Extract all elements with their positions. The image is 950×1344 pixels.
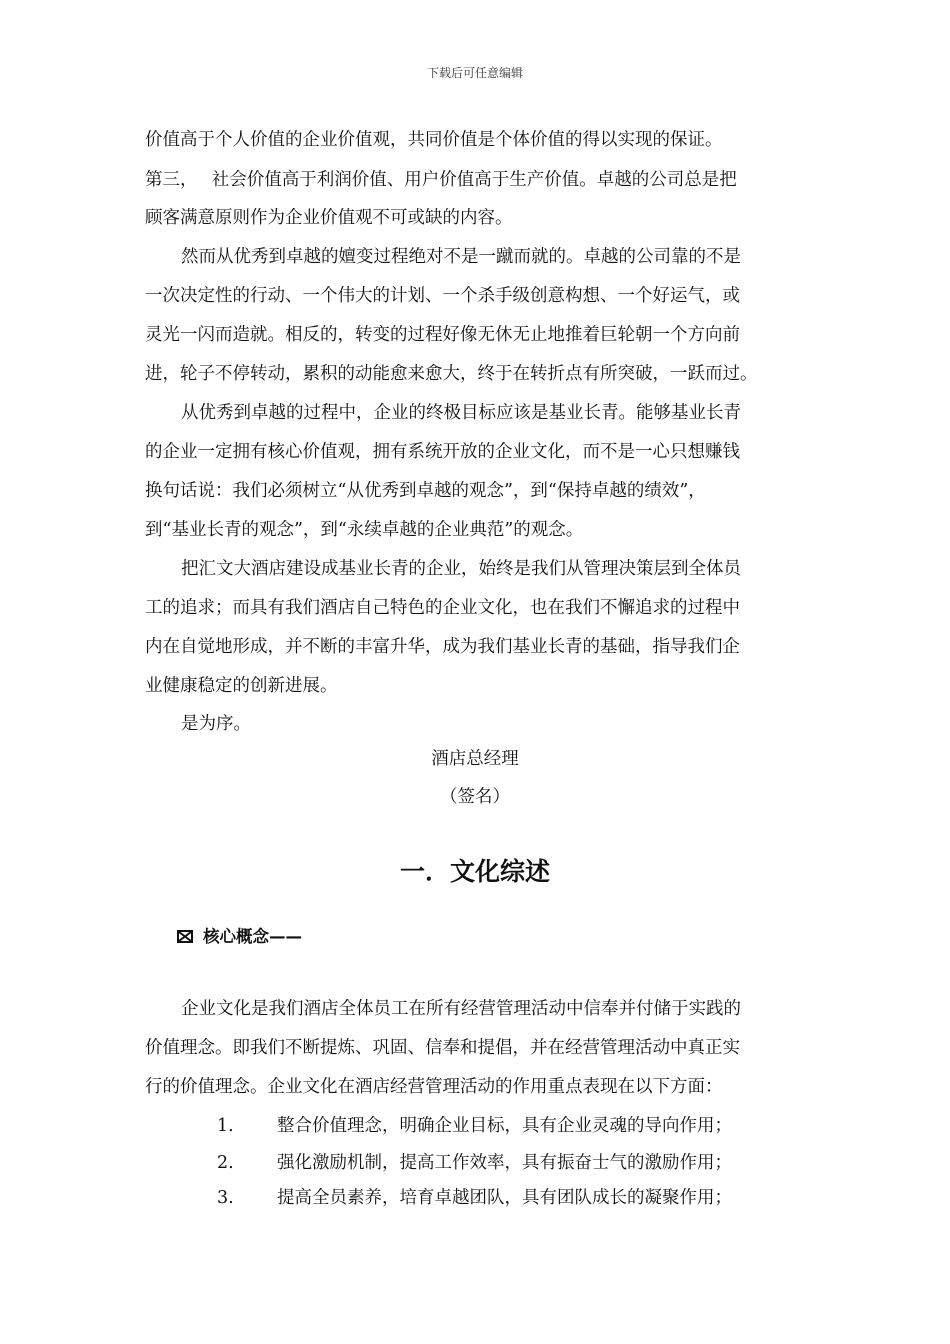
list-number: 3. — [217, 1188, 234, 1208]
paragraph-line: 灵光一闪而造就。相反的，转变的过程好像无休无止地推着巨轮朝一个方向前 — [145, 325, 740, 345]
intro-line: 企业文化是我们酒店全体员工在所有经营管理活动中信奉并付储于实践的 — [181, 999, 741, 1019]
list-text: 提高全员素养，培育卓越团队，具有团队成长的凝聚作用； — [277, 1188, 732, 1208]
signature-sign: （签名） — [440, 787, 510, 807]
intro-line: 价值理念。即我们不断提炼、巩固、信奉和提倡，并在经营管理活动中真正实 — [145, 1038, 740, 1058]
list-item — [217, 1186, 732, 1210]
list-text: 强化激励机制，提高工作效率，具有振奋士气的激励作用； — [277, 1153, 732, 1173]
list-number: 1. — [217, 1116, 234, 1136]
signature-title: 酒店总经理 — [431, 749, 519, 769]
paragraph-line: 把汇文大酒店建设成基业长青的企业，始终是我们从管理决策层到全体员 — [181, 559, 741, 579]
section-title: 一．文化综述 — [399, 857, 550, 886]
paragraph-line: 业健康稳定的创新进展。 — [145, 676, 338, 696]
paragraph-line: 内在自觉地形成，并不断的丰富升华，成为我们基业长青的基础，指导我们企 — [145, 637, 740, 657]
paragraph-line: 价值高于个人价值的企业价值观，共同价值是个体价值的得以实现的保证。 — [145, 130, 723, 150]
paragraph-line: 然而从优秀到卓越的嬗变过程绝对不是一蹴而就的。卓越的公司靠的不是 — [181, 247, 741, 267]
paragraph-line: 换句话说：我们必须树立“从优秀到卓越的观念”，到“保持卓越的绩效”， — [145, 481, 706, 501]
checkbox-x-icon — [177, 930, 193, 943]
list-number: 2. — [217, 1153, 234, 1173]
paragraph-line: 工的追求；而具有我们酒店自己特色的企业文化，也在我们不懈追求的过程中 — [145, 598, 740, 618]
paragraph-line: 一次决定性的行动、一个伟大的计划、一个杀手级创意构想、一个好运气，或 — [145, 286, 740, 306]
paragraph-line: 进，轮子不停转动，累积的动能愈来愈大，终于在转折点有所突破，一跃而过。 — [145, 364, 758, 384]
paragraph-line: 是为序。 — [181, 714, 251, 734]
core-concept-label: 核心概念—— — [203, 927, 302, 946]
paragraph-line: 从优秀到卓越的过程中，企业的终极目标应该是基业长青。能够基业长青 — [181, 403, 741, 423]
paragraph-line: 到“基业长青的观念”，到“永续卓越的企业典范”的观念。 — [145, 520, 584, 540]
list-text: 整合价值理念，明确企业目标，具有企业灵魂的导向作用； — [277, 1116, 732, 1136]
paragraph-line: 第三， 社会价值高于利润价值、用户价值高于生产价值。卓越的公司总是把 — [145, 170, 737, 190]
paragraph-line: 顾客满意原则作为企业价值观不可或缺的内容。 — [145, 208, 513, 228]
core-concept-heading — [177, 925, 302, 949]
list-item — [217, 1114, 732, 1138]
list-item — [217, 1151, 732, 1175]
paragraph-line: 的企业一定拥有核心价值观，拥有系统开放的企业文化，而不是一心只想赚钱 — [145, 442, 740, 462]
page-header: 下载后可任意编辑 — [426, 66, 523, 80]
intro-line: 行的价值理念。企业文化在酒店经营管理活动的作用重点表现在以下方面： — [145, 1077, 723, 1097]
